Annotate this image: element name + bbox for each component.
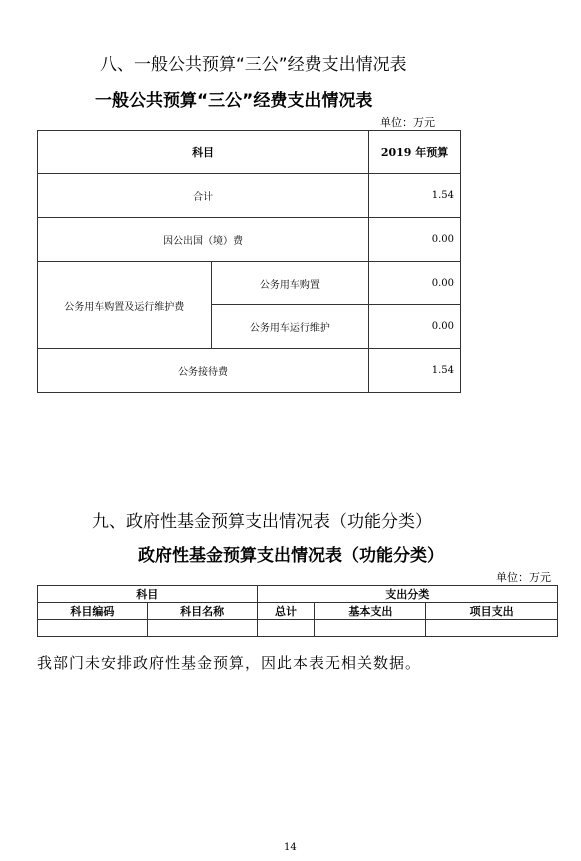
section9-heading: 九、政府性基金预算支出情况表（功能分类） (92, 512, 432, 532)
row-reception-value: 1.54 (369, 349, 461, 393)
table-row (38, 620, 558, 637)
no-data-note: 我部门未安排政府性基金预算，因此本表无相关数据。 (37, 654, 422, 672)
empty-cell (315, 620, 426, 637)
row-vehicle-maintenance-value: 0.00 (369, 305, 461, 349)
section8-unit: 单位：万元 (380, 116, 435, 129)
row-total-label: 合计 (38, 174, 369, 218)
row-abroad-label: 因公出国（境）费 (38, 218, 369, 262)
section9-unit: 单位：万元 (496, 571, 551, 584)
row-total-value: 1.54 (369, 174, 461, 218)
row-vehicle-purchase-label: 公务用车购置 (211, 262, 369, 305)
col-header-subject-code: 科目编码 (38, 603, 148, 620)
section8-table-title: 一般公共预算“三公”经费支出情况表 (95, 91, 373, 111)
three-public-expenses-table (37, 130, 461, 393)
page-number: 14 (284, 842, 297, 853)
col-header-budget-2019: 2019 年预算 (369, 131, 461, 174)
col-header-subject-name: 科目名称 (147, 603, 257, 620)
section8-heading: 八、一般公共预算“三公”经费支出情况表 (100, 55, 407, 75)
empty-cell (147, 620, 257, 637)
section9-table-title: 政府性基金预算支出情况表（功能分类） (138, 546, 444, 566)
gov-fund-expenditure-table (37, 585, 558, 637)
empty-cell (426, 620, 558, 637)
row-reception-label: 公务接待费 (38, 349, 369, 393)
row-vehicle-maintenance-label: 公务用车运行维护 (211, 305, 369, 349)
col-header-total: 总计 (257, 603, 315, 620)
col-header-project-expense: 项目支出 (426, 603, 558, 620)
col-header-subject: 科目 (38, 131, 369, 174)
group-header-expense-type: 支出分类 (257, 586, 557, 603)
row-abroad-value: 0.00 (369, 218, 461, 262)
empty-cell (38, 620, 148, 637)
row-vehicle-group-label: 公务用车购置及运行维护费 (38, 262, 212, 349)
group-header-subject: 科目 (38, 586, 258, 603)
empty-cell (257, 620, 315, 637)
row-vehicle-purchase-value: 0.00 (369, 262, 461, 305)
col-header-basic-expense: 基本支出 (315, 603, 426, 620)
